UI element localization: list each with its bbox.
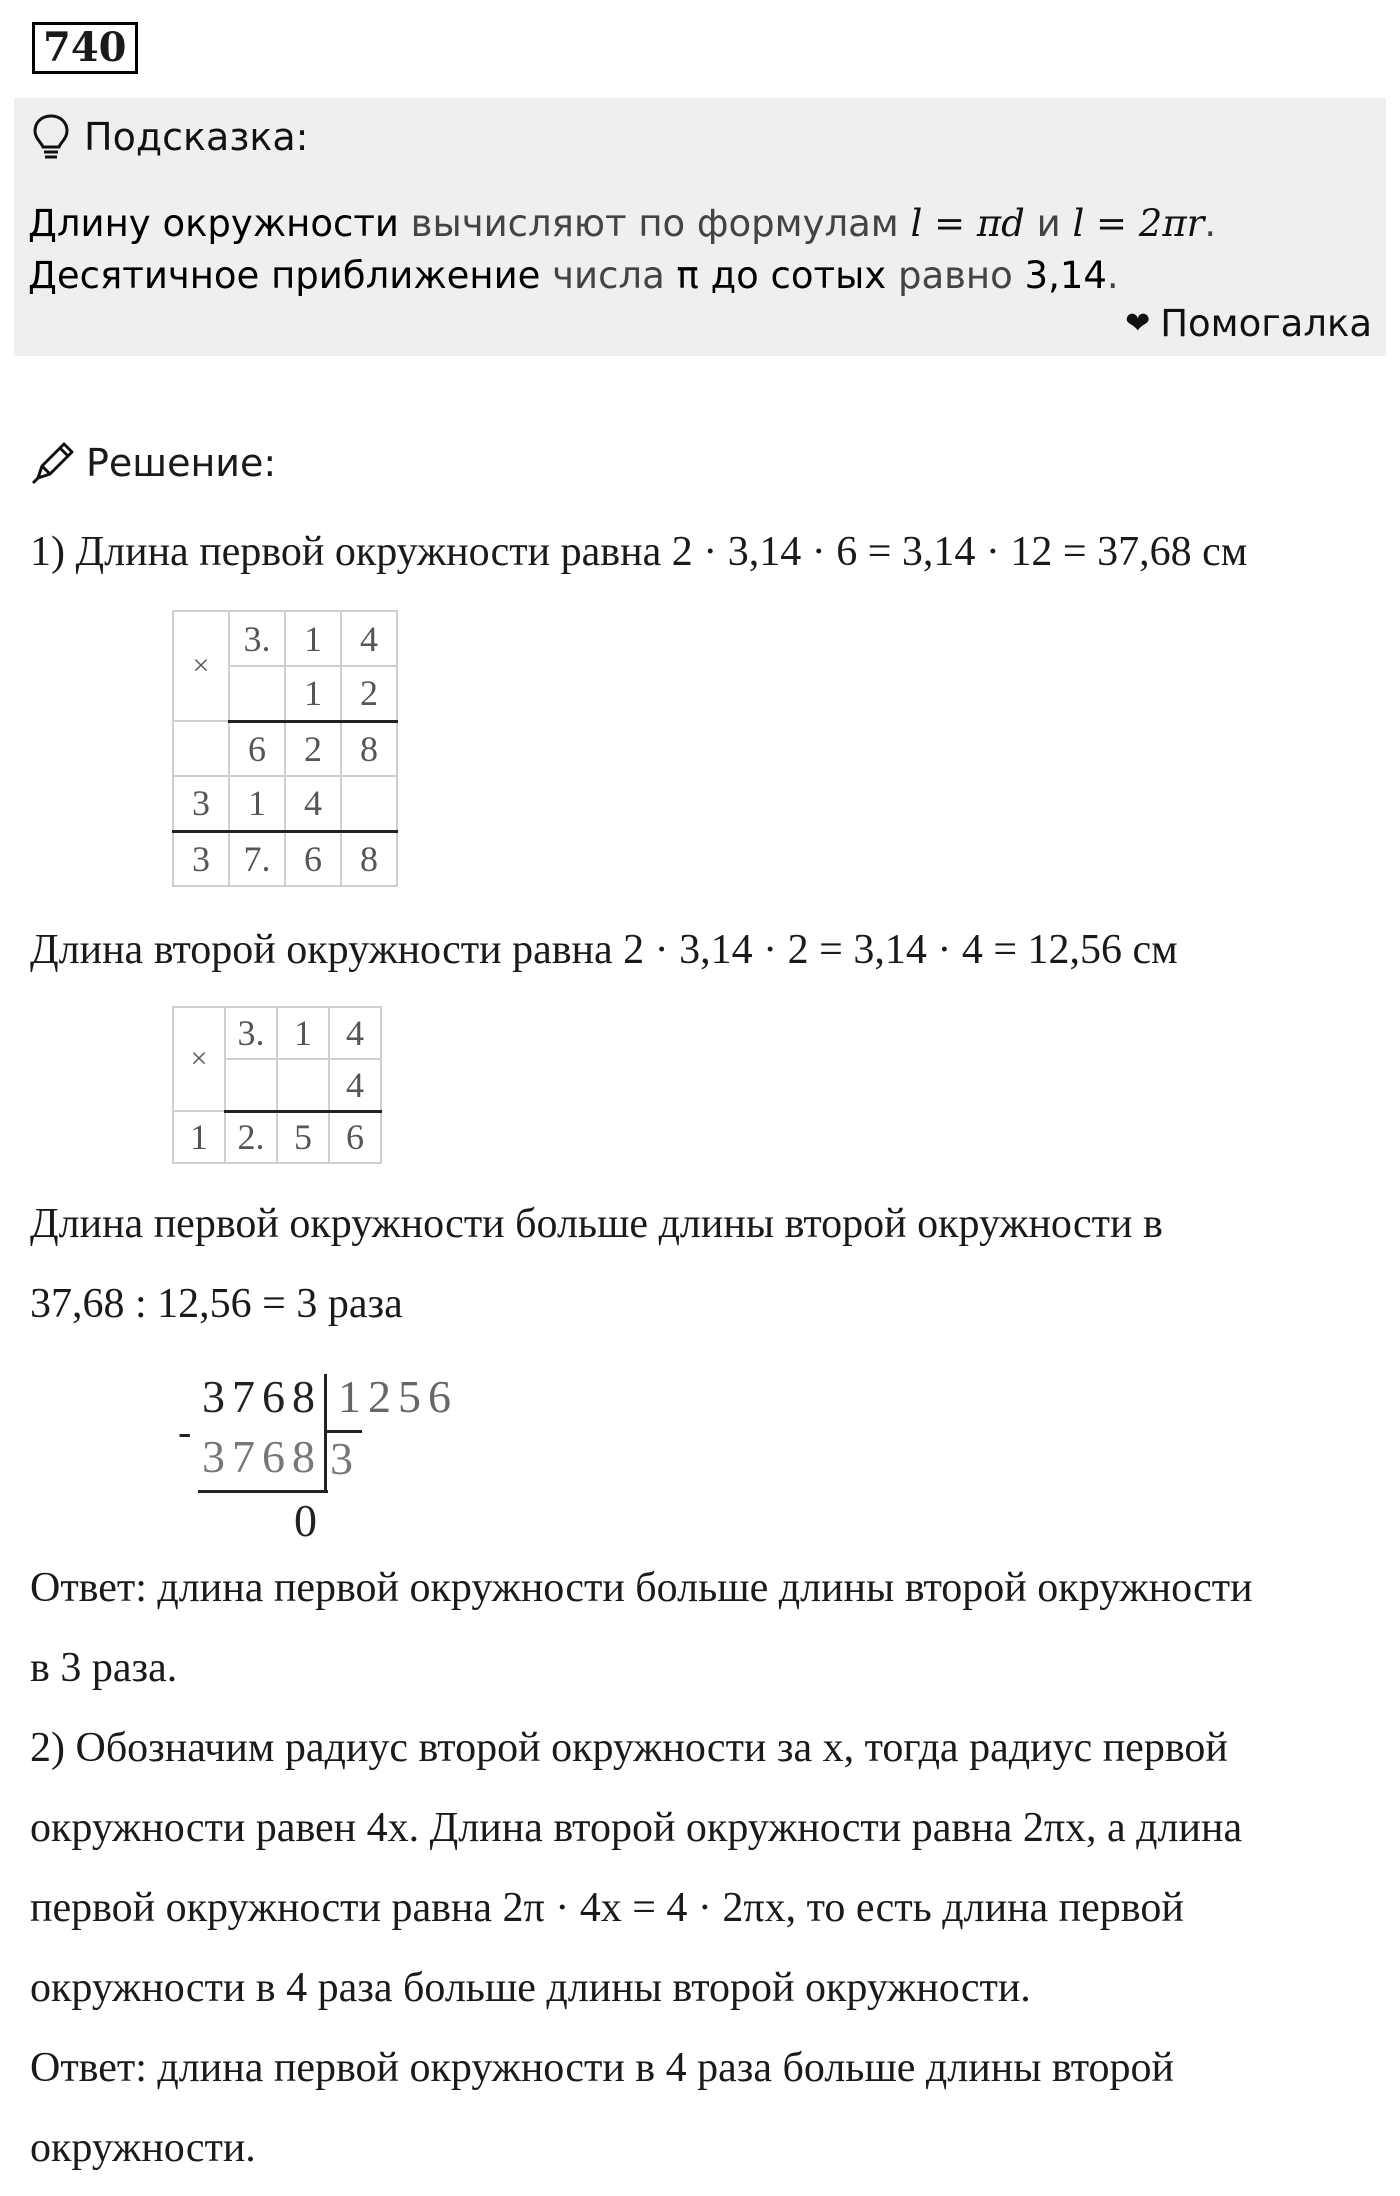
credit-label: Помогалка	[1160, 302, 1372, 345]
solution-title: Решение:	[86, 441, 277, 485]
credit	[1125, 302, 1372, 345]
division-underline	[198, 1490, 328, 1493]
hint-term-approx: Десятичное приближение	[28, 254, 541, 297]
calc-cell: 4	[329, 1059, 381, 1111]
calc-cell: 1	[229, 776, 285, 831]
hint-header	[32, 112, 308, 162]
hint-title: Подсказка:	[84, 115, 309, 159]
hint-term-pi: π до сотых	[676, 254, 887, 297]
hint-line-pi	[28, 254, 1119, 297]
calc-cell: 7.	[229, 831, 285, 886]
hint-text: .	[1204, 202, 1217, 245]
calc-cell: 5	[277, 1111, 329, 1163]
division-divisor: 1256	[338, 1371, 458, 1422]
calc-cell: 8	[341, 721, 397, 776]
solution-line-9: первой окружности равна 2π · 4x = 4 · 2πx, то есть длина первой	[30, 1885, 1184, 1931]
solution-line-8: окружности равен 4x. Длина второй окружности равна 2πx, а длина	[30, 1805, 1243, 1851]
calc-cell: 1	[285, 611, 341, 666]
calc-cell: 2	[341, 666, 397, 721]
solution-header	[30, 440, 276, 486]
hint-box	[14, 98, 1386, 356]
division-subtrahend: 3768	[202, 1431, 322, 1482]
hint-text: .	[1106, 254, 1119, 297]
formula-radius: l = 2πr	[1072, 202, 1205, 245]
multiplication-table-1	[172, 610, 398, 887]
calc-cell: 6	[285, 831, 341, 886]
calc-cell	[341, 776, 397, 831]
division-vertical-line	[324, 1374, 327, 1492]
calc-cell: 2.	[225, 1111, 277, 1163]
solution-line-4: 37,68 : 12,56 = 3 раза	[30, 1281, 403, 1327]
hint-line-formulas	[28, 202, 1216, 245]
calc-cell: 3	[173, 776, 229, 831]
hint-text: равно	[886, 254, 1025, 297]
pencil-icon	[30, 440, 76, 486]
hint-text: числа	[540, 254, 677, 297]
division-quotient: 3	[330, 1433, 360, 1484]
hint-text: и	[1024, 202, 1073, 245]
solution-line-10: окружности в 4 раза больше длины второй окружности.	[30, 1965, 1031, 2011]
solution-line-3: Длина первой окружности больше длины второй окружности в	[30, 1201, 1163, 1247]
multiply-sign: ×	[173, 611, 229, 721]
calc-cell: 1	[285, 666, 341, 721]
lightbulb-icon	[32, 113, 70, 161]
long-division	[178, 1370, 478, 1550]
calc-cell: 4	[285, 776, 341, 831]
solution-line-7: 2) Обозначим радиус второй окружности за x, тогда радиус первой	[30, 1725, 1228, 1771]
solution-line-11: Ответ: длина первой окружности в 4 раза больше длины второй	[30, 2045, 1174, 2091]
division-minus: -	[178, 1409, 199, 1454]
calc-cell: 4	[329, 1007, 381, 1059]
calc-cell	[225, 1059, 277, 1111]
hint-text: вычисляют по формулам	[398, 202, 911, 245]
heart-icon: ❤	[1125, 306, 1151, 341]
multiplication-table-2	[172, 1006, 382, 1164]
calc-cell: 1	[277, 1007, 329, 1059]
calc-cell: 3.	[229, 611, 285, 666]
calc-cell: 8	[341, 831, 397, 886]
calc-cell: 6	[329, 1111, 381, 1163]
task-number: 740	[32, 22, 138, 74]
division-quotient-line	[326, 1430, 362, 1433]
solution-line-6: в 3 раза.	[30, 1645, 178, 1691]
division-remainder: 0	[294, 1495, 324, 1546]
multiply-sign: ×	[173, 1007, 225, 1111]
solution-line-1: 1) Длина первой окружности равна 2 · 3,14 · 6 = 3,14 · 12 = 37,68 см	[30, 529, 1248, 575]
solution-line-5: Ответ: длина первой окружности больше длины второй окружности	[30, 1565, 1253, 1611]
calc-cell: 1	[173, 1111, 225, 1163]
division-dividend: 3768	[202, 1371, 322, 1422]
calc-cell: 4	[341, 611, 397, 666]
calc-cell: 3	[173, 831, 229, 886]
calc-cell	[173, 721, 229, 776]
hint-pi-value: 3,14	[1024, 254, 1107, 297]
solution-line-2: Длина второй окружности равна 2 · 3,14 · 2 = 3,14 · 4 = 12,56 см	[30, 927, 1178, 973]
hint-term-circumference: Длину окружности	[28, 202, 399, 245]
calc-cell	[229, 666, 285, 721]
calc-cell: 6	[229, 721, 285, 776]
calc-cell: 3.	[225, 1007, 277, 1059]
calc-cell: 2	[285, 721, 341, 776]
formula-diameter: l = πd	[910, 202, 1025, 245]
calc-cell	[277, 1059, 329, 1111]
solution-line-12: окружности.	[30, 2125, 256, 2171]
